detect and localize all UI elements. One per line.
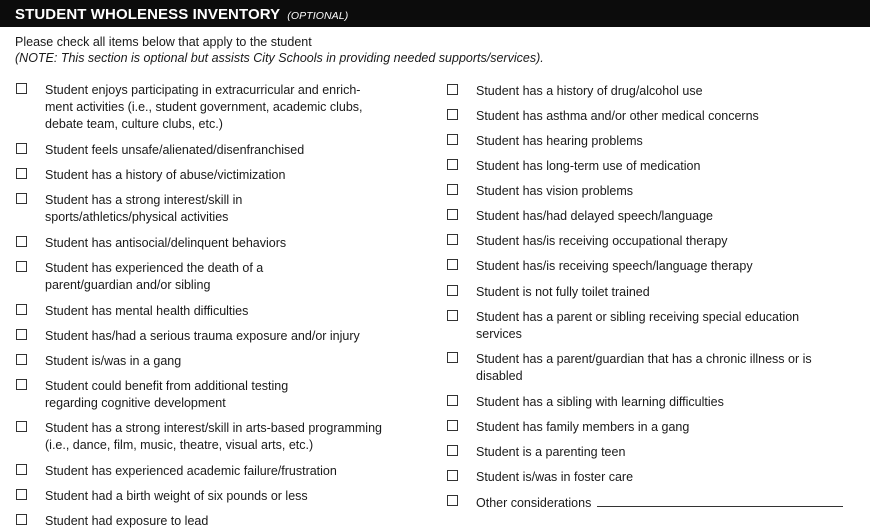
checklist-item-label <box>45 235 286 252</box>
checklist-item-label <box>45 328 360 345</box>
label-line <box>476 158 700 175</box>
checkbox[interactable] <box>447 445 458 456</box>
label-text: Student has antisocial/delinquent behaviors <box>45 236 287 250</box>
checklist-item-label <box>476 469 633 486</box>
checklist-item-label <box>476 108 759 125</box>
checklist-item-label <box>476 183 633 200</box>
checkbox[interactable] <box>16 143 27 154</box>
label-text: Student has/had delayed speech/language <box>476 209 713 223</box>
checklist-item-label <box>476 419 689 436</box>
checkbox[interactable] <box>447 352 458 363</box>
checklist-item-label <box>476 158 700 175</box>
checkbox[interactable] <box>16 261 27 272</box>
label-line <box>476 83 703 100</box>
label-line <box>45 260 263 277</box>
checkbox[interactable] <box>16 354 27 365</box>
checklist-item-label <box>45 192 242 226</box>
checklist-item-label <box>45 260 263 294</box>
checklist-item-label <box>476 351 812 385</box>
label-text: Student is/was in a gang <box>45 354 182 368</box>
checkbox[interactable] <box>447 209 458 220</box>
label-text: Student has a history of drug/alcohol use <box>476 84 703 98</box>
intro <box>15 34 544 66</box>
label-text: (i.e., dance, film, music, theatre, visual arts, etc.) <box>45 438 314 452</box>
checkbox[interactable] <box>447 259 458 270</box>
section-title <box>15 6 348 23</box>
label-text: Student has experienced the death of a <box>45 261 264 275</box>
checklist-item-label <box>45 463 337 480</box>
checkbox[interactable] <box>16 514 27 525</box>
checkbox[interactable] <box>447 234 458 245</box>
checkbox[interactable] <box>447 420 458 431</box>
label-line <box>45 328 360 345</box>
checkbox[interactable] <box>447 134 458 145</box>
checkbox[interactable] <box>447 495 458 506</box>
label-line <box>476 444 625 461</box>
label-text: services <box>476 327 522 341</box>
label-line <box>476 309 799 326</box>
instruction-text: Please check all items below that apply to the student <box>15 35 312 49</box>
checklist-item-label <box>476 444 625 461</box>
label-line <box>45 488 308 505</box>
optional-tag: (OPTIONAL) <box>287 10 349 22</box>
label-line <box>45 420 382 437</box>
label-line <box>45 99 363 116</box>
checklist-item-label <box>45 167 285 184</box>
checkbox[interactable] <box>16 193 27 204</box>
checkbox[interactable] <box>16 304 27 315</box>
label-line <box>45 235 286 252</box>
checklist-item-label <box>45 82 363 133</box>
other-considerations-field[interactable] <box>597 494 843 507</box>
label-text: debate team, culture clubs, etc.) <box>45 117 223 131</box>
label-line <box>476 469 633 486</box>
label-text: Other considerations <box>476 496 592 510</box>
checkbox[interactable] <box>447 109 458 120</box>
label-text: Student has vision problems <box>476 184 634 198</box>
label-line <box>476 233 728 250</box>
label-text: Student is not fully toilet trained <box>476 285 650 299</box>
checkbox[interactable] <box>16 236 27 247</box>
label-text: Student has long-term use of medication <box>476 159 701 173</box>
label-line <box>45 167 285 184</box>
label-line <box>476 394 724 411</box>
label-line <box>476 284 650 301</box>
label-line <box>45 209 242 226</box>
checklist-item-label <box>476 494 843 512</box>
label-line <box>45 378 288 395</box>
checkbox[interactable] <box>16 464 27 475</box>
checkbox[interactable] <box>447 395 458 406</box>
label-text: Student is a parenting teen <box>476 445 626 459</box>
label-text: Student enjoys participating in extracurricular and enrich- <box>45 83 361 97</box>
label-text: Student has a parent/guardian that has a chronic illness or is <box>476 352 812 366</box>
label-text: Student has a history of abuse/victimization <box>45 168 286 182</box>
label-line <box>476 351 812 368</box>
checklist-item-label <box>45 303 248 320</box>
checkbox[interactable] <box>16 83 27 94</box>
label-text: sports/athletics/physical activities <box>45 210 229 224</box>
checkbox[interactable] <box>16 421 27 432</box>
checklist-item-label <box>476 309 799 343</box>
title-text: STUDENT WHOLENESS INVENTORY <box>15 6 280 23</box>
label-text: Student has a sibling with learning difficulties <box>476 395 724 409</box>
label-line <box>45 82 363 99</box>
checklist-item-label <box>45 420 382 454</box>
label-line <box>45 513 208 530</box>
checkbox[interactable] <box>447 84 458 95</box>
label-line <box>476 368 812 385</box>
label-text: Student could benefit from additional testing <box>45 379 289 393</box>
label-line <box>476 108 759 125</box>
checkbox[interactable] <box>16 168 27 179</box>
checkbox[interactable] <box>447 285 458 296</box>
label-line <box>476 183 633 200</box>
label-text: Student has a strong interest/skill in <box>45 193 243 207</box>
checklist-item-label <box>45 488 308 505</box>
checklist-item-label <box>476 258 753 275</box>
checkbox[interactable] <box>16 329 27 340</box>
label-line <box>45 303 248 320</box>
checklist-item-label <box>476 83 703 100</box>
checkbox[interactable] <box>16 489 27 500</box>
label-text: Student has/is receiving occupational therapy <box>476 234 728 248</box>
label-line <box>45 142 304 159</box>
label-line <box>45 116 363 133</box>
checklist-item-label <box>45 378 288 412</box>
label-line <box>45 353 181 370</box>
label-text: Student has mental health difficulties <box>45 304 249 318</box>
label-text: regarding cognitive development <box>45 396 226 410</box>
label-text: parent/guardian and/or sibling <box>45 278 211 292</box>
label-line <box>45 192 242 209</box>
checkbox[interactable] <box>16 379 27 390</box>
checkbox[interactable] <box>447 184 458 195</box>
checklist-item-label <box>476 394 724 411</box>
label-line <box>45 277 263 294</box>
label-text: Student has a strong interest/skill in arts-based programming <box>45 421 382 435</box>
label-text: disabled <box>476 369 523 383</box>
label-line <box>476 208 713 225</box>
label-line <box>476 419 689 436</box>
checkbox[interactable] <box>447 159 458 170</box>
label-line <box>476 258 753 275</box>
checklist-item-label <box>476 133 643 150</box>
checklist-item-label <box>476 233 728 250</box>
label-text: Student is/was in foster care <box>476 470 634 484</box>
label-text: Student has/had a serious trauma exposure and/or injury <box>45 329 360 343</box>
label-line <box>476 133 643 150</box>
label-line <box>476 326 799 343</box>
label-text: Student has asthma and/or other medical concerns <box>476 109 759 123</box>
label-text: Student has a parent or sibling receiving special education <box>476 310 800 324</box>
label-text: Student has/is receiving speech/language therapy <box>476 259 753 273</box>
note-text: (NOTE: This section is optional but assists City Schools in providing needed supports/services). <box>15 51 544 65</box>
checklist-item-label <box>45 353 181 370</box>
checkbox[interactable] <box>447 310 458 321</box>
label-text: Student has experienced academic failure/frustration <box>45 464 337 478</box>
label-text: Student feels unsafe/alienated/disenfranchised <box>45 143 305 157</box>
label-line <box>45 463 337 480</box>
checklist-item-label <box>476 284 650 301</box>
label-text: Student has family members in a gang <box>476 420 690 434</box>
checkbox[interactable] <box>447 470 458 481</box>
checklist-item-label <box>476 208 713 225</box>
label-text: Student has hearing problems <box>476 134 643 148</box>
section-header <box>0 0 870 27</box>
checklist-item-label <box>45 142 304 159</box>
label-line <box>476 494 843 512</box>
checklist-item-label <box>45 513 208 530</box>
label-text: Student had exposure to lead <box>45 514 209 528</box>
label-text: Student had a birth weight of six pounds or less <box>45 489 308 503</box>
label-line <box>45 395 288 412</box>
label-line <box>45 437 382 454</box>
label-text: ment activities (i.e., student government, academic clubs, <box>45 100 363 114</box>
